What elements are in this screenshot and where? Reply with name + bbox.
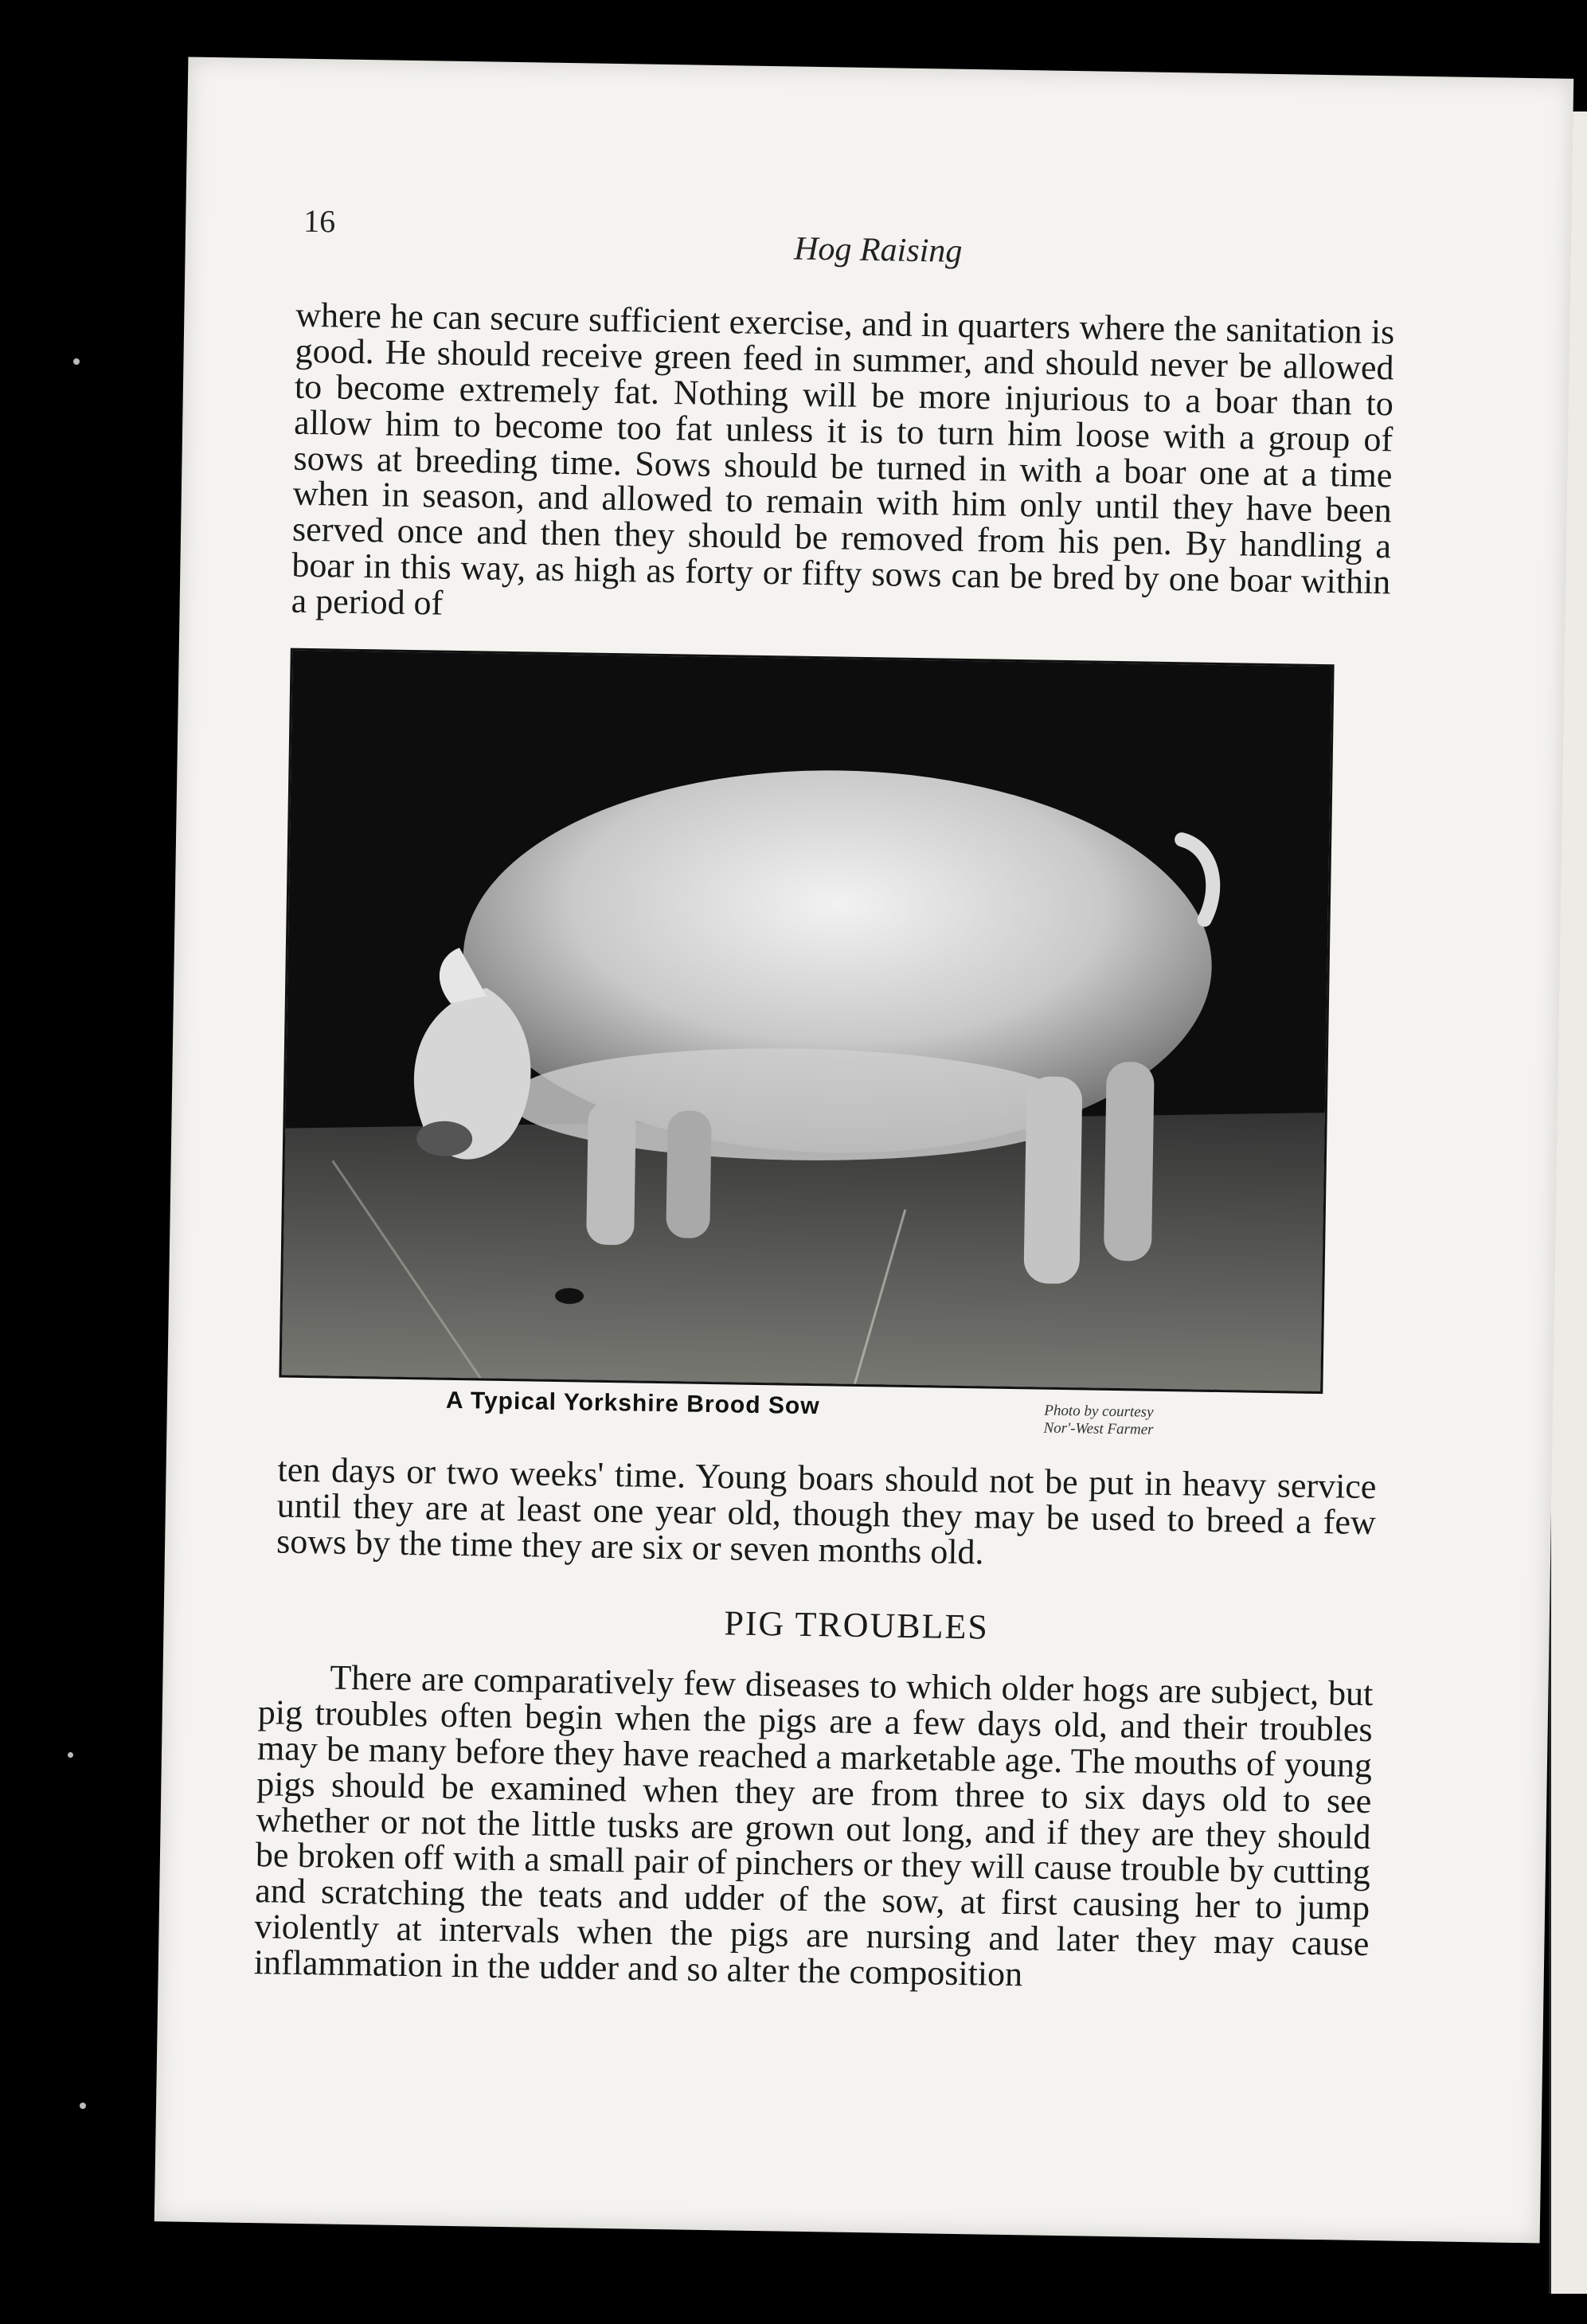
book-page [154,57,1573,2244]
paragraph-top: where he can secure sufficient exercise, and in quarters where the sanitation is good. He should receive green feed in summer, and should never be allowed to become extremely fat. Nothing will be more injurious to a boar than to allow him to become too fat unless it is to turn him loose with a group of sows at breeding time. Sows should be turned in with a boar one at a time when in season, and allowed to remain with him only until they have been served once and then they should be removed from his pen. By handling a boar in this way, as high as forty or fifty sows can be bred by one boar within a period of [291,295,1395,623]
running-head: Hog Raising [793,230,963,270]
section-heading: PIG TROUBLES [724,1603,990,1647]
scan-speck [68,1752,73,1758]
yorkshire-sow-photo [279,648,1334,1394]
scan-speck [80,2103,86,2109]
photo-credit-line-1: Photo by courtesy [1044,1402,1154,1421]
paragraph-bottom: There are comparatively few diseases to which older hogs are subject, but pig troubles often begin when the pigs are a few days old, and their troubles may be many before they have reached a marketable age. The mouths of young pigs should be examined when they are from three to six days old to see whether or not the little tusks are grown out long, and if they are they should be broken off with a small pair of pinchers or they will cause trouble by cutting and scratching the teats and udder of the sow, at first causing her to jump violently at intervals when the pigs are nursing and later they may cause inflammation in the udder and so alter the composition [253,1657,1374,1994]
photo-credit-line-2: Nor'-West Farmer [1043,1419,1154,1438]
figure-caption: A Typical Yorkshire Brood Sow [445,1387,820,1420]
scan-speck [73,358,80,365]
paragraph-middle: ten days or two weeks' time. Young boars should not be put in heavy service until they are at least one year old, though they may be used to breed a few sows by the time they are six or seven months old. [276,1450,1377,1572]
photo-credit [995,1402,1202,1440]
page-number: 16 [303,202,336,240]
sow-illustration [281,651,1331,1391]
